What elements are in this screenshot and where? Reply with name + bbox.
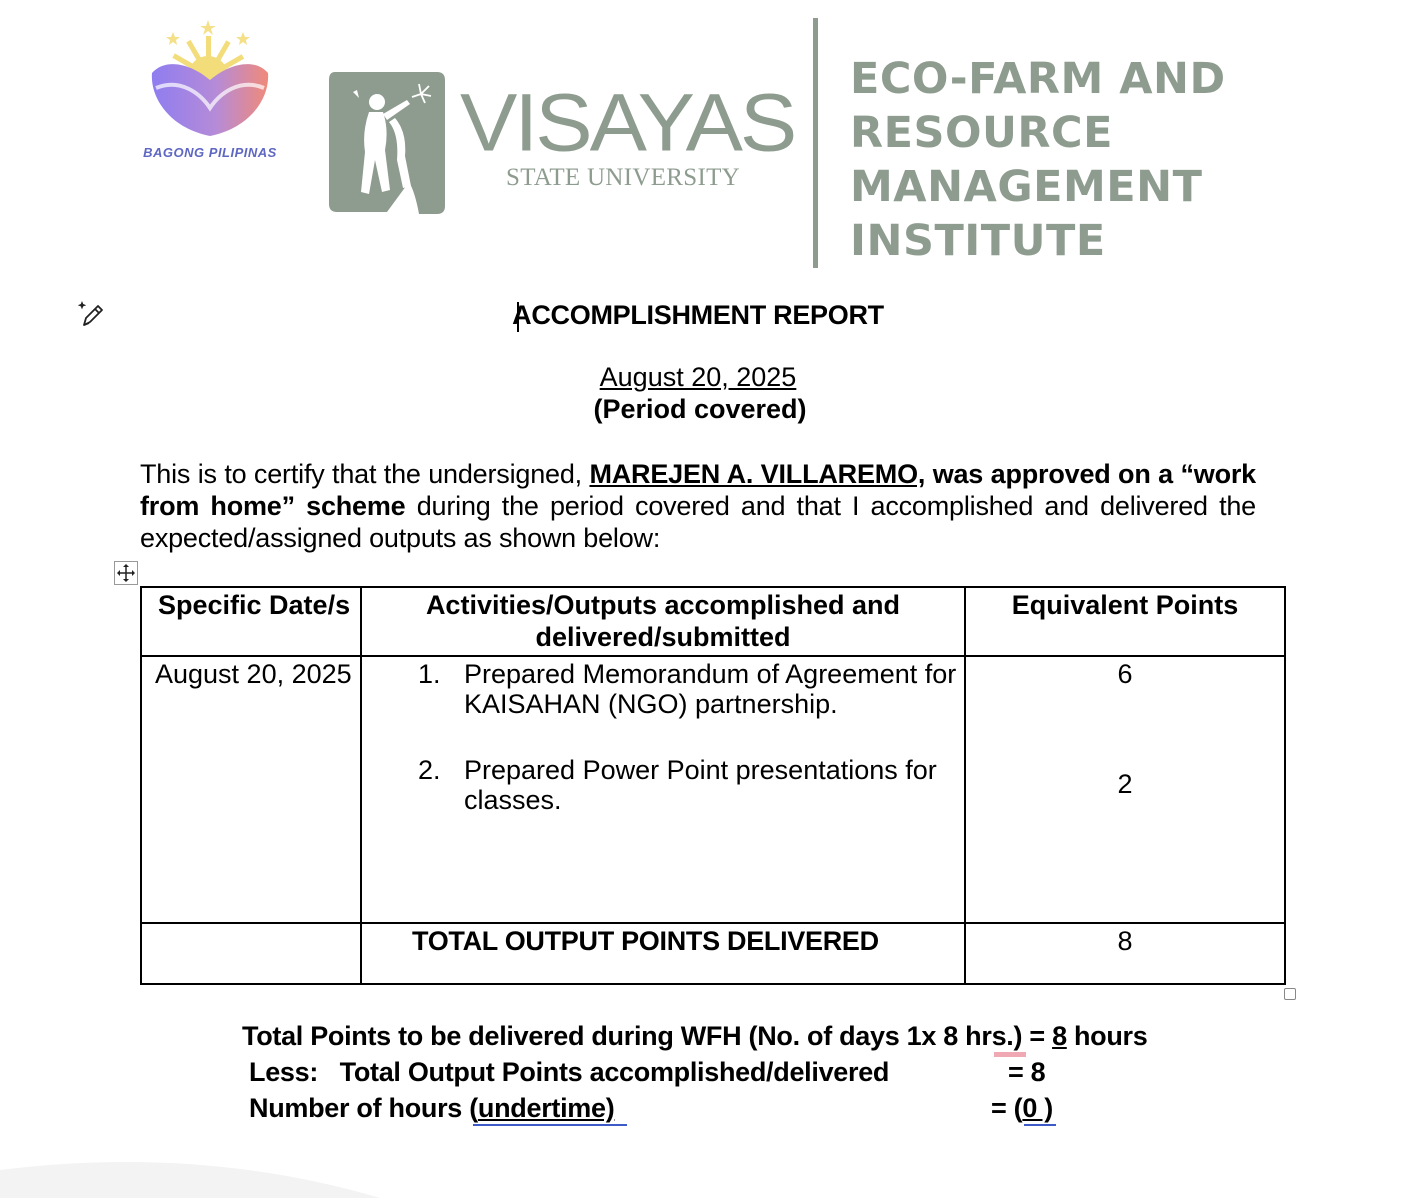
points-value: 6 (1117, 659, 1133, 689)
bagong-pilipinas-label: BAGONG PILIPINAS (143, 145, 277, 160)
move-arrows-icon (115, 562, 137, 584)
undertime-label: undertime) (477, 1093, 615, 1123)
report-date: August 20, 2025 (599, 362, 797, 392)
header-activities: Activities/Outputs accomplished and delivered/submitted (361, 587, 965, 656)
total-label: TOTAL OUTPUT POINTS DELIVERED (361, 923, 965, 984)
activity-text: Prepared Memorandum of Agreement for KAISAHAN (NGO) partnership. (464, 659, 957, 719)
institute-name (850, 52, 1226, 268)
cert-intro: This is to certify that the undersigned, (140, 459, 590, 489)
bagong-pilipinas-logo (130, 18, 290, 163)
summary-total-value: 8 (1052, 1021, 1067, 1051)
summary-undertime-value (991, 1093, 1053, 1124)
table-move-handle[interactable] (114, 561, 138, 585)
summary-total-unit: hours (1066, 1021, 1148, 1051)
table-row (141, 656, 1285, 923)
employee-name: MAREJEN A. VILLAREMO, (589, 459, 926, 489)
summary-line-less: Less: Total Output Points accomplished/delivered (249, 1057, 890, 1087)
date-cell: August 20, 2025 (141, 656, 361, 923)
certification-paragraph (140, 458, 1256, 554)
cert-approved: was approved on a “work from home” scheme (140, 459, 1256, 521)
activity-text: Prepared Power Point presentations for classes. (464, 755, 937, 815)
header-points: Equivalent Points (965, 587, 1285, 656)
activities-list (362, 657, 964, 815)
report-title: ACCOMPLISHMENT REPORT (512, 300, 884, 330)
table-resize-handle[interactable] (1284, 988, 1296, 1000)
list-item (362, 753, 964, 815)
grammar-underline (1024, 1124, 1056, 1126)
summary-line-undertime (249, 1093, 614, 1124)
points-cell (965, 656, 1285, 923)
total-empty-cell (141, 923, 361, 984)
table-total-row (141, 923, 1285, 984)
vsu-emblem-logo (327, 72, 445, 214)
decorative-swoosh (0, 1150, 420, 1198)
university-subtitle: STATE UNIVERSITY (506, 164, 741, 191)
cert-rest: during the period covered and that I accomplished and delivered the expected/assigned outputs as shown below: (140, 491, 1256, 553)
institute-line-2: RESOURCE (850, 108, 1113, 158)
undertime-value: 0 ) (1022, 1093, 1053, 1123)
institute-line-1: ECO-FARM AND (850, 54, 1226, 104)
period-label: (Period covered) (593, 394, 807, 424)
summary-total-label: Total Points to be delivered during WFH (No. of days 1x 8 hrs.) (242, 1021, 1023, 1051)
grammar-underline (473, 1124, 627, 1126)
undertime-label-pre: Number of hours ( (249, 1093, 478, 1123)
points-value: 2 (1117, 769, 1133, 799)
activities-cell (361, 656, 965, 923)
list-number: 1. (418, 659, 441, 689)
header-divider (813, 18, 818, 268)
total-value: 8 (965, 923, 1285, 984)
undertime-value-pre: = ( (991, 1093, 1023, 1123)
university-name: VISAYAS (460, 77, 795, 169)
header-date: Specific Date/s (141, 587, 361, 656)
list-number: 2. (418, 755, 441, 785)
list-item (362, 657, 964, 719)
institute-line-4: INSTITUTE (850, 216, 1106, 266)
summary-less-value: = 8 (1008, 1057, 1046, 1087)
institute-line-3: MANAGEMENT (850, 162, 1203, 212)
summary-total-eq: = (1022, 1021, 1053, 1051)
summary-line-total (242, 1021, 1147, 1052)
accomplishment-table (140, 586, 1286, 985)
table-header-row (141, 587, 1285, 656)
